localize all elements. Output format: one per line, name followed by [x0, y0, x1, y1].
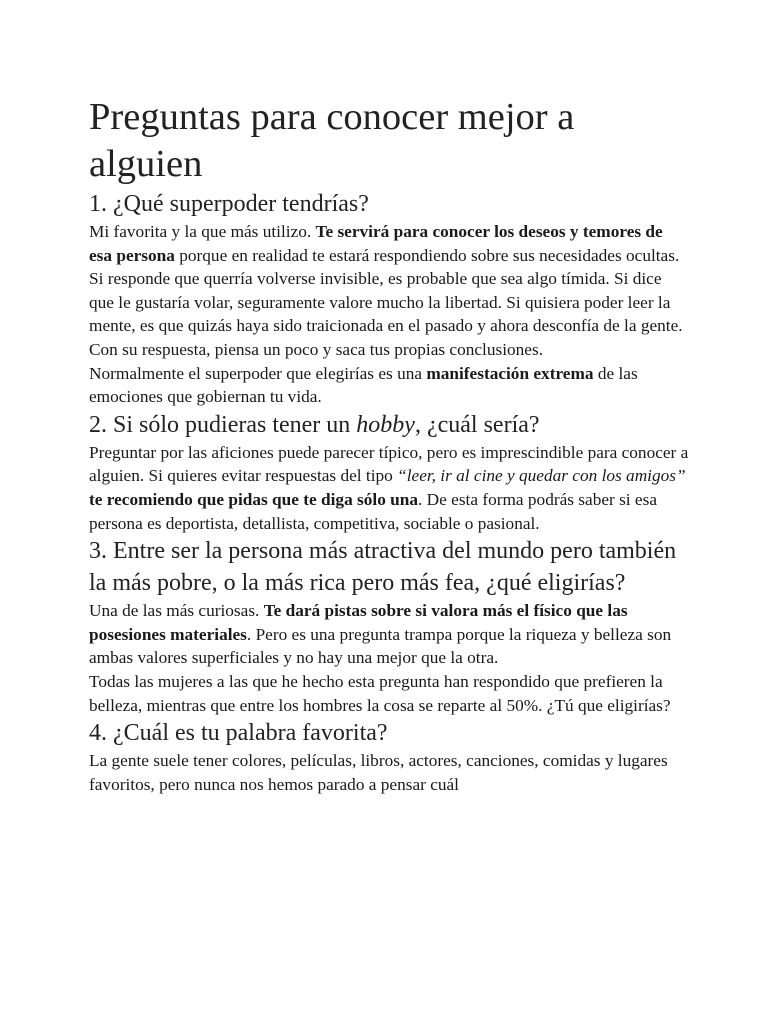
section-1-paragraph-3: Con su respuesta, piensa un poco y saca tus propias conclusiones. — [89, 339, 544, 359]
text-run: Normalmente el superpoder que elegirías es una — [89, 363, 427, 383]
heading-run: , ¿cuál sería? — [414, 411, 540, 438]
section-2-paragraph-1 — [89, 441, 689, 535]
bold-text: manifestación extrema — [426, 363, 594, 383]
section-4-heading: 4. ¿Cuál es tu palabra favorita? — [89, 720, 388, 747]
bold-text: te recomiendo que pidas que te diga sólo una — [89, 489, 419, 509]
page-title: Preguntas para conocer mejor a alguien — [89, 96, 575, 185]
text-run: . Pero es una pregunta trampa porque la riqueza y belleza son ambas valores superficiales y no hay una mejor que la otra. — [89, 624, 672, 668]
text-run: de las emociones que gobiernan tu vida. — [89, 363, 638, 407]
section-3-paragraph-1 — [89, 599, 689, 670]
bold-text: Te servirá para conocer los deseos y temores de esa persona — [89, 222, 663, 265]
bold-text: Te dará pistas sobre si valora más el físico que las posesiones materiales — [89, 601, 628, 644]
section-1-heading: 1. ¿Qué superpoder tendrías? — [89, 191, 369, 217]
heading-run: 2. Si sólo pudieras tener un — [89, 411, 357, 438]
italic-text: hobby — [356, 411, 415, 438]
section-1-paragraph-2: Si responde que querría volverse invisible, es probable que sea algo tímida. Si dice que le gustaría volar, seguramente valore mucho la libertad. Si quisiera poder leer la mente, es que quizás haya sido traicionada en el pasado y ahora desconfía de la gente. — [89, 269, 683, 336]
text-run: porque en realidad te estará respondiendo sobre sus necesidades ocultas. — [174, 245, 680, 265]
section-3-heading: 3. Entre ser la persona más atractiva del mundo pero también la más pobre, o la más rica pero más fea, ¿qué eligirías? — [89, 538, 677, 597]
section-2-heading — [89, 409, 689, 441]
section-1-paragraph-4 — [89, 362, 689, 409]
text-run: . De esta forma podrás saber si esa persona es deportista, detallista, competitiva, sociable o pasional. — [89, 489, 657, 533]
text-run: Una de las más curiosas. — [89, 601, 264, 621]
section-1-paragraph-1 — [89, 220, 689, 267]
section-3-paragraph-2: Todas las mujeres a las que he hecho esta pregunta han respondido que prefieren la belleza, mientras que entre los hombres la cosa se reparte al 50%. ¿Tú que eligirías? — [89, 671, 671, 715]
text-run: Preguntar por las aficiones puede parecer típico, pero es imprescindible para conocer a alguien. Si quieres evitar respuestas del tipo — [89, 442, 689, 486]
document-page — [89, 94, 689, 796]
italic-text: “leer, ir al cine y quedar con los amigos” — [397, 466, 686, 486]
text-run: Mi favorita y la que más utilizo. — [89, 222, 316, 241]
section-4-paragraph-1: La gente suele tener colores, películas, libros, actores, canciones, comidas y lugares favoritos, pero nunca nos hemos parado a pensar cuál — [89, 751, 668, 794]
